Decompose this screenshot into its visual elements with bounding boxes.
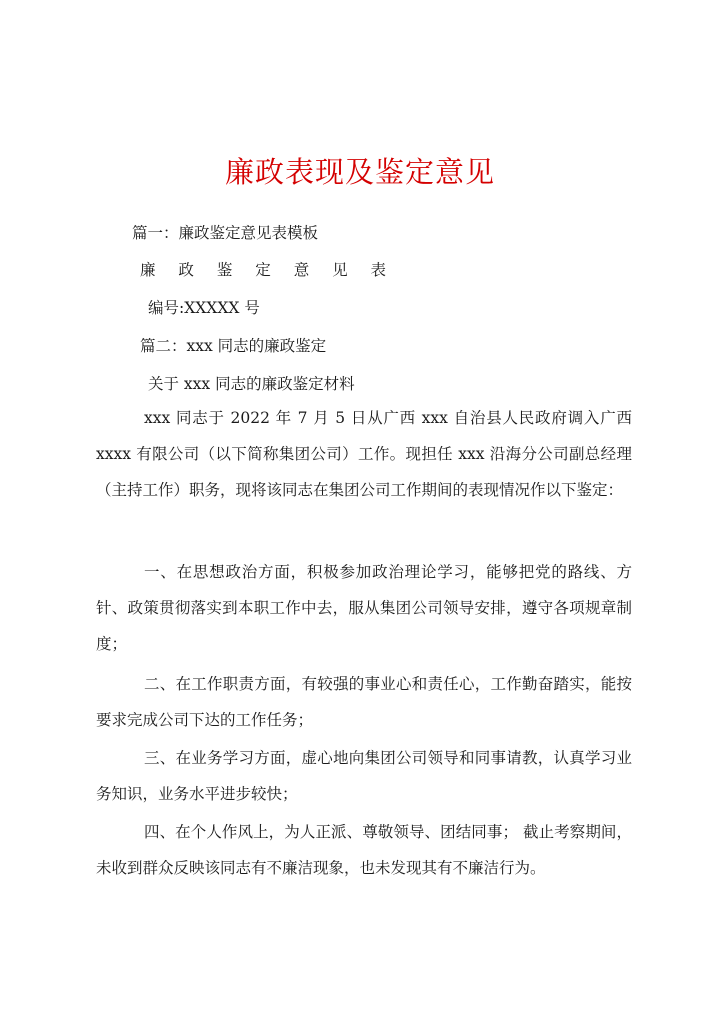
material-title: 关于 xxx 同志的廉政鉴定材料 [148,375,355,393]
serial-number: 编号:XXXXX 号 [148,299,260,317]
form-title: 廉 政 鉴 定 意 见 表 [140,261,396,279]
part1-heading: 篇一：廉政鉴定意见表模板 [132,224,319,242]
paragraph-politics: 一、在思想政治方面，积极参加政治理论学习，能够把党的路线、方针、政策贯彻落实到本职工作中去，服从集团公司领导安排，遵守各项规章制度； [96,563,632,653]
document-title: 廉政表现及鉴定意见 [224,155,495,189]
paragraph-study: 三、在业务学习方面，虚心地向集团公司领导和同事请教，认真学习业务知识，业务水平进步较快； [96,749,632,803]
paragraph-duties: 二、在工作职责方面，有较强的事业心和责任心，工作勤奋踏实，能按要求完成公司下达的工作任务； [96,675,632,729]
part2-heading: 篇二：xxx 同志的廉政鉴定 [140,337,327,355]
paragraph-conduct: 四、在个人作风上，为人正派、尊敬领导、团结同事； 截止考察期间，未收到群众反映该同志有不廉洁现象，也未发现其有不廉洁行为。 [96,823,632,877]
intro-paragraph: xxx 同志于 2022 年 7 月 5 日从广西 xxx 自治县人民政府调入广西 xxxx 有限公司（以下简称集团公司）工作。现担任 xxx 沿海分公司副总经理（主持工作）职务，现将该同志在集团公司工作期间的表现情况作以下鉴定： [96,409,632,499]
